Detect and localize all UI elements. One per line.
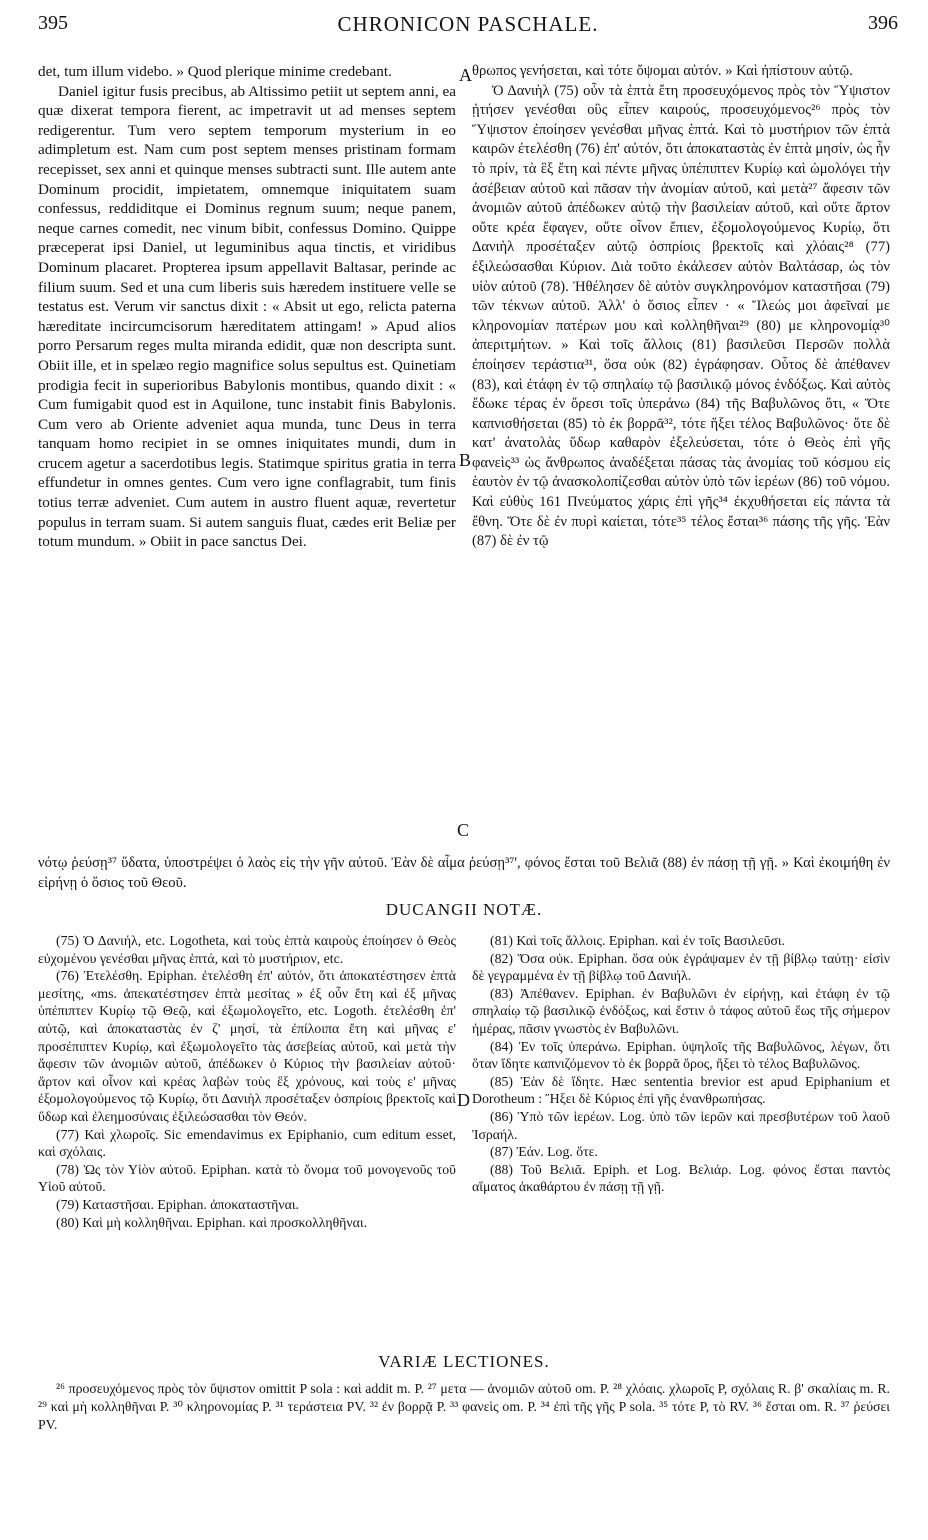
latin-column xyxy=(38,62,456,552)
page-header xyxy=(38,10,898,40)
page-number-left: 395 xyxy=(38,12,68,34)
greek-paragraph: θρωπος γενήσεται, καὶ τότε ὄψομαι αὐτόν. » Καὶ ἠπίστουν αὐτῷ. xyxy=(472,63,853,79)
note-item: (82) Ὅσα οὐκ. Epiphan. ὅσα οὐκ ἐγράψαμεν ἐν τῇ βίβλῳ ταύτῃ· εἰσὶν δὲ γεγραμμένα ἐν τῇ βίβλῳ τοῦ Δανιήλ. xyxy=(472,950,890,984)
margin-marker-a: A xyxy=(459,65,472,85)
notes-heading: DUCANGII NOTÆ. xyxy=(385,900,543,919)
latin-paragraph: det, tum illum videbo. » Quod plerique minime credebant. xyxy=(38,63,392,80)
greek-spill-line xyxy=(38,854,890,893)
note-item: (85) Ἐὰν δὲ ἴδητε. Hæc sententia brevior est apud Epiphanium et Dorotheum : Ἥξει δὲ Κύριος ἐπὶ γῆς ἐνανθρωπήσας. xyxy=(472,1073,890,1107)
latin-paragraph: Daniel igitur fusis precibus, ab Altissimo petiit ut septem anni, ea quæ dixerat tempora fierent, ac impetravit ut ad menses septem redigerentur. Tum vero septem temporum mysterium in eo adimpletum est. Nam cum post septem menses pristinam formam recepisset, sex anni et quinque menses subtracti sunt. Ille autem ante Dominum procidit, impietatem, omnemque iniquitatem suam confessus, reddiditque ei Dominus regnum suum; neque panem, neque carnes comedit, nec vinum bibit, confessus Domino. Quippe præceperat ipsi Daniel, ut leguminibus aqua tinctis, et viridibus Dominum placaret. Propterea ipsum appellavit Baltasar, perinde ac filium suum. Sed et una cum liberis suis hæredem instituere velle se testatus est. Verum vir sanctus dixit : « Absit ut ego, relicta paterna hæreditate incircumcisorum hæreditatem attingam! » Apud alios porro Persarum reges multa miranda edidit, quæ non descripta sunt. Obiit ille, et in spelæo regio magnifice solus sepultus est. Quinetiam prodigia fecit in superioribus Babylonis montibus, quando dixit : « Cum fumigabit quod est in Aquilone, tunc instabit finis Babylonis. Cum vero ab Oriente adveniet aqua munda, tunc Deus in terra tanquam homo recipiet in se omnes iniquitates mundi, dum in crucem agetur a sacerdotibus legis. Statimque spiritus gratia in terra effundetur in omnes gentes. Cum vero igne conflagrabit, tum finis totius terræ adveniet. Cum autem in austro fluent aquæ, revertetur populus in terram suam. Si autem sanguis fluat, cædes erit Beliæ per totum mundum. » Obiit in pace sanctus Dei. xyxy=(38,82,456,551)
note-item: (83) Ἀπέθανεν. Epiphan. ἐν Βαβυλῶνι ἐν εἰρήνῃ, καὶ ἐτάφη ἐν τῷ σπηλαίῳ τῷ βασιλικῷ ἐνδόξως, καὶ ἔστιν ὁ τάφος αὐτοῦ ἕως τῆς σήμερον ἡμέρας, πᾶσιν γνωστὸς ἐν Βαβυλῶνι. xyxy=(472,985,890,1036)
note-item: (86) Ὑπὸ τῶν ἱερέων. Log. ὑπὸ τῶν ἱερῶν καὶ πρεσβυτέρων τοῦ λαοῦ Ἰσραήλ. xyxy=(472,1108,890,1142)
notes-left-column xyxy=(38,932,456,1231)
margin-marker-b: B xyxy=(459,450,472,470)
margin-marker-d: D xyxy=(457,1090,470,1110)
note-item: (76) Ἐτελέσθη. Epiphan. ἐτελέσθη ἐπ' αὐτόν, ὅτι ἀποκατέστησεν ἑπτὰ μεσίτης, «ms. ἀπεκατέστησεν ἑπτὰ μεσίτας » ἐξ οὖν ἔτη καὶ ἐξ μῆνας ὑπέπιπτεν Κυρίῳ τῷ Θεῷ, καὶ ἐξωμολογεῖτο, etc. Logoth. ἐτελέσθη ἐπ' αὐτῷ, καὶ ἀποκαταστὰς ἐν ζ' μησί, τὰ ἐπίλοιπα ἔτη καὶ μῆνας ε' προσέπιπτεν Κυρίῳ, καὶ ἐξωμολογεῖτο τὰς ἀσεβείας αὐτοῦ, καὶ μετὰ τὴν ἄφεσιν τῶν ἀνομιῶν αὐτοῦ, ἀπέδωκεν ὁ Κύριος τὴν βασιλείαν αὐτοῦ· ἄρτον καὶ οἶνον καὶ κρέας λαβὼν τοὺς ἓξ χρόνους, καὶ τοὺς ε' μῆνας ἐξομολογούμενος τῷ Κυρίῳ, ὅτι Δανιὴλ προσέταξεν ὀσπρίοις βρεκτοῖς καὶ ὕδωρ καὶ ἐλεημοσύναις ἐξιλεώσασθαι τὸν Θεόν. xyxy=(38,968,456,1124)
variae-heading: VARIÆ LECTIONES. xyxy=(378,1352,550,1371)
variae-lectiones xyxy=(38,1380,890,1434)
note-item: (79) Καταστῆσαι. Epiphan. ἀποκαταστῆναι. xyxy=(56,1196,299,1212)
greek-paragraph: Ὁ Δανιὴλ (75) οὖν τὰ ἑπτὰ ἔτη προσευχόμενος πρὸς τὸν Ὕψιστον ᾐτήσεν γενέσθαι οὓς εἶπεν καιρούς, προσευχόμενος²⁶ πρὸς τὸν Ὕψιστον ἐποίησεν γενέσθαι μῆνας ἑπτά. Καὶ τὸ μυστήριον τῶν ἑπτὰ καιρῶν ἐτελέσθη (76) ἐπ' αὐτόν, ὅτι ἀποκαταστὰς ἐν ἑπτὰ μησίν, ὡς ἦν τὸ πρίν, τὰ ἓξ ἔτη καὶ πέντε μῆνας ὑπέπιπτεν Κυρίῳ καὶ ὡμολόγει τὴν ἀσέβειαν αὐτοῦ καὶ πᾶσαν τὴν ἀνομίαν αὐτοῦ, καὶ μετὰ²⁷ ἄφεσιν τῶν ἀνομιῶν αὐτοῦ ἀπέδωκεν αὐτῷ τὴν βασιλείαν αὐτοῦ, καὶ οὔτε ἄρτον οὔτε κρέα ἔφαγεν, οὔτε οἶνον ἔπιεν, ἐξομολογούμενος Κυρίῳ, ὅτι Δανιὴλ προσέταξεν αὐτῷ ὀσπρίοις βρεκτοῖς καὶ χλόαις²⁸ (77) ἐξιλεώσασθαι Κύριον. Διὰ τοῦτο ἐκάλεσεν αὐτὸν Βαλτάσαρ, ὡς τὸν υἱὸν αὐτοῦ (78). Ἠθέλησεν δὲ αὐτὸν συγκληρονόμον καταστῆσαι (79) τῶν τέκνων αὐτοῦ. Ἀλλ' ὁ ὅσιος εἶπεν · « Ἵλεώς μοι ἀφεῖναί με κληρονομίαν πατέρων μου καὶ κολληθῆναι²⁹ (80) με κληρονομίᾳ³⁰ ἀπεριτμήτων. » Καὶ τοῖς ἄλλοις (81) βασιλεῦσι Περσῶν πολλὰ ἐποίησεν τεράστια³¹, ὅσα οὐκ (82) ἐγράφησαν. Οὗτος δὲ ἀπέθανεν (83), καὶ ἐτάφη ἐν τῷ σπηλαίῳ τῷ βασιλικῷ μόνος ἐνδόξως. Καὶ αὐτὸς ἔδωκε τέρας ἐν ὄρεσι τοῖς ὑπεράνω (84) τῆς Βαβυλῶνος ὅτι, « Ὅτε καπνισθήσεται (85) τὸ ἐκ βορρᾶ³², τότε ἥξει τέλος Βαβυλῶνος· ὅτε δὲ κατ' ἀνατολὰς ὕδωρ καθαρὸν ἐξελεύσεται, τότε ὁ Θεὸς ἐπὶ γῆς φανεὶς³³ ὡς ἄνθρωπος ἀναδέξεται πάσας τὰς ἀνομίας τοῦ κόσμου εἰς ἑαυτὸν ἐν τῷ ἀνασκολοπίζεσθαι αὐτὸν ὑπὸ τῶν ἱερέων (86) τοῦ νόμου. Καὶ εὐθὺς 161 Πνεύματος χάρις ἐπὶ γῆς³⁴ ἐκχυθήσεται εἰς πάντα τὰ ἔθνη. Ὅτε δὲ ἐν πυρὶ καίεται, τότε³⁵ τέλος ἔσται³⁶ πάσης τῆς γῆς. Ἐὰν (87) δὲ ἐν τῷ xyxy=(472,82,890,550)
margin-marker-c: C xyxy=(457,820,470,840)
note-item: (87) Ἐάν. Log. ὅτε. xyxy=(490,1144,598,1160)
note-item: (81) Καὶ τοῖς ἄλλοις. Epiphan. καὶ ἐν τοῖς Βασιλεῦσι. xyxy=(490,933,786,948)
note-item: (78) Ὡς τὸν Υἱὸν αὐτοῦ. Epiphan. κατὰ τὸ ὄνομα τοῦ μονογενοῦς τοῦ Υἱοῦ αὐτοῦ. xyxy=(38,1161,456,1195)
greek-spill-text: νότῳ ῥεύσῃ³⁷ ὕδατα, ὑποστρέψει ὁ λαὸς εἰς τὴν γῆν αὐτοῦ. Ἐὰν δὲ αἷμα ῥεύσῃ³⁷', φόνος ἔσται τοῦ Βελιᾶ (88) ἐν πάσῃ τῇ γῇ. » Καὶ ἐκοιμήθη ἐν εἰρήνῃ ὁ ὅσιος τοῦ Θεοῦ. xyxy=(38,855,890,891)
variae-text: ²⁶ προσευχόμενος πρὸς τὸν ὕψιστον omittit P sola : καὶ addit m. P. ²⁷ μετα — ἀνομιῶν αὐτοῦ om. P. ²⁸ χλόαις. χλωροῖς P, σχόλαις R. β' σκαλίαις m. R. ²⁹ καὶ μὴ κολληθῆναι P. ³⁰ κληρονομίας P. ³¹ τεράστεια PV. ³² ἐν βορρᾷ P. ³³ φανεὶς om. P. ³⁴ ἐπὶ τῆς γῆς P sola. ³⁵ τότε P, τὸ RV. ³⁶ ἔσται om. R. ³⁷ ῥεύσει PV. xyxy=(38,1381,890,1432)
note-item: (80) Καὶ μὴ κολληθῆναι. Epiphan. καὶ προσκολληθῆναι. xyxy=(56,1214,368,1230)
page-number-right: 396 xyxy=(868,12,898,34)
notes-right-column xyxy=(472,932,890,1196)
note-item: (77) Καὶ χλωροῖς. Sic emendavimus ex Epiphanio, cum editum esset, καὶ σχόλαις. xyxy=(38,1126,456,1160)
note-item: (84) Ἐν τοῖς ὑπεράνω. Epiphan. ὑψηλοῖς τῆς Βαβυλῶνος, λέγων, ὅτι ὅταν ἴδητε καπνιζόμενον τὸ ἐκ βορρᾶ ὄρος, ἥξει τὸ τέλος Βαβυλῶνος. xyxy=(472,1038,890,1072)
note-item: (88) Τοῦ Βελιᾶ. Epiph. et Log. Βελιάρ. Log. φόνος ἔσται παντὸς αἵματος ἀκαθάρτου ἐν πάσῃ τῇ γῇ. xyxy=(472,1161,890,1195)
greek-column xyxy=(472,62,890,552)
running-title: CHRONICON PASCHALE. xyxy=(337,12,599,36)
note-item: (75) Ὁ Δανιήλ, etc. Logotheta, καὶ τοὺς ἑπτὰ καιροὺς ἐποίησεν ὁ Θεὸς εὐχομένου γενέσθαι μῆνας ἑπτά, καὶ τὸ μυστήριον, etc. xyxy=(38,933,456,966)
